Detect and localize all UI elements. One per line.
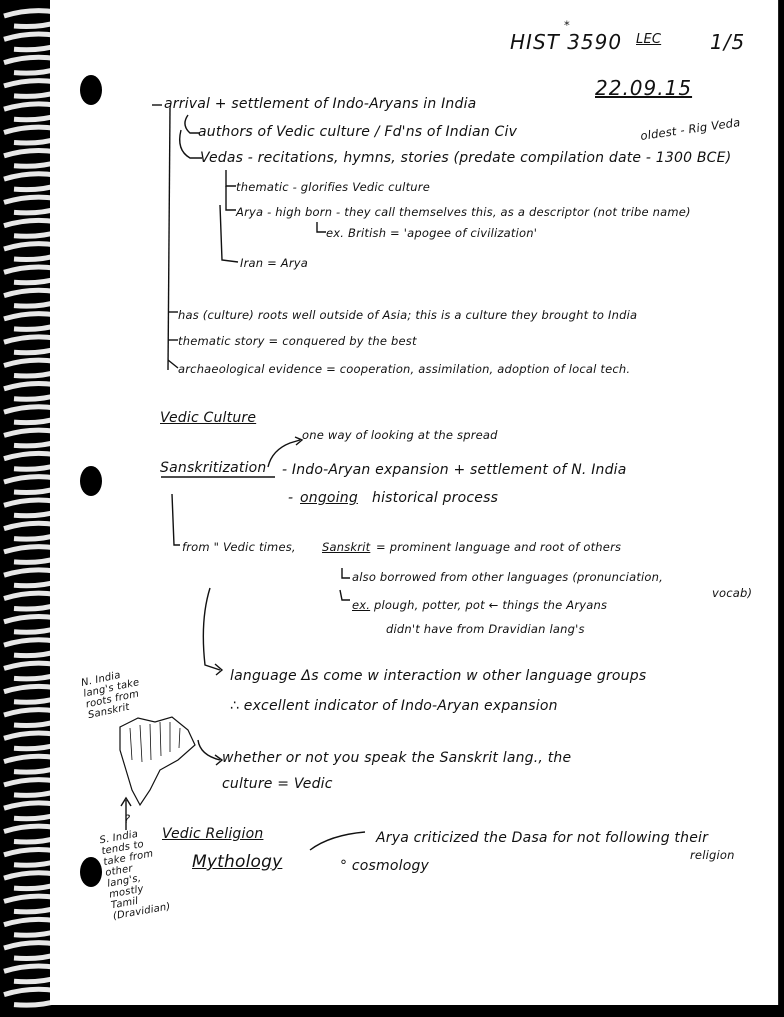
note-line: Arya criticized the Dasa for not following their [376, 830, 709, 846]
note-line: from " Vedic times, [182, 540, 296, 554]
note-underlined: Sanskrit [322, 540, 371, 554]
note-line: didn't have from Dravidian lang's [386, 622, 585, 636]
note-line: has (culture) roots well outside of Asia; this is a culture they brought to India [178, 308, 638, 322]
subsection-heading: Mythology [192, 852, 283, 872]
note-dash: - [288, 490, 294, 506]
bullet-item: ° cosmology [340, 858, 430, 874]
section-heading: Vedic Religion [162, 826, 264, 842]
note-side: oldest - Rig Veda [639, 115, 742, 143]
note-line: ex. British = 'apogee of civilization' [326, 226, 538, 240]
note-line: plough, potter, pot ← things the Aryans [374, 598, 608, 612]
notebook-page [50, 0, 779, 1005]
note-line: authors of Vedic culture / Fd'ns of Indian Civ [198, 124, 518, 140]
section-heading: Vedic Culture [160, 410, 257, 426]
note-line: - Indo-Aryan expansion + settlement of N. India [282, 462, 627, 478]
sidebar-note-top: N. India lang's take roots from Sanskrit [80, 669, 141, 722]
sidebar-note-bottom: S. India tends to take from other lang's, mostly Tamil (Dravidian) [98, 828, 172, 923]
asterisk: * [564, 18, 570, 32]
note-line: whether or not you speak the Sanskrit lang., the [222, 750, 572, 766]
note-line: Vedas - recitations, hymns, stories (predate compilation date - 1300 BCE) [200, 150, 732, 166]
note-line: arrival + settlement of Indo-Aryans in India [164, 96, 477, 112]
note-line: language Δs come w interaction w other language groups [230, 668, 647, 684]
note-line: Arya - high born - they call themselves this, as a descriptor (not tribe name) [236, 205, 691, 219]
term: Sanskritization [160, 460, 267, 476]
page-number: 1/5 [710, 30, 746, 54]
annotation: one way of looking at the spread [302, 428, 498, 442]
course-code: HIST 3590 [510, 30, 623, 54]
note-line: religion [690, 848, 735, 862]
note-line: archaeological evidence = cooperation, assimilation, adoption of local tech. [178, 362, 631, 376]
note-line: vocab) [712, 586, 753, 600]
note-line: thematic - glorifies Vedic culture [236, 180, 430, 194]
note-underlined: ongoing [300, 490, 358, 506]
sidebar-question: ? [124, 812, 131, 826]
date: 22.09.15 [595, 76, 693, 100]
lecture-label: LEC [636, 32, 662, 47]
note-underlined: ex. [352, 598, 371, 612]
note-line: = prominent language and root of others [376, 540, 622, 554]
note-line: thematic story = conquered by the best [178, 334, 417, 348]
note-line: historical process [372, 490, 499, 506]
note-line: ∴ excellent indicator of Indo-Aryan expansion [230, 698, 558, 714]
note-line: also borrowed from other languages (pronunciation, [352, 570, 664, 584]
note-line: Iran = Arya [240, 256, 309, 270]
note-line: culture = Vedic [222, 776, 333, 792]
